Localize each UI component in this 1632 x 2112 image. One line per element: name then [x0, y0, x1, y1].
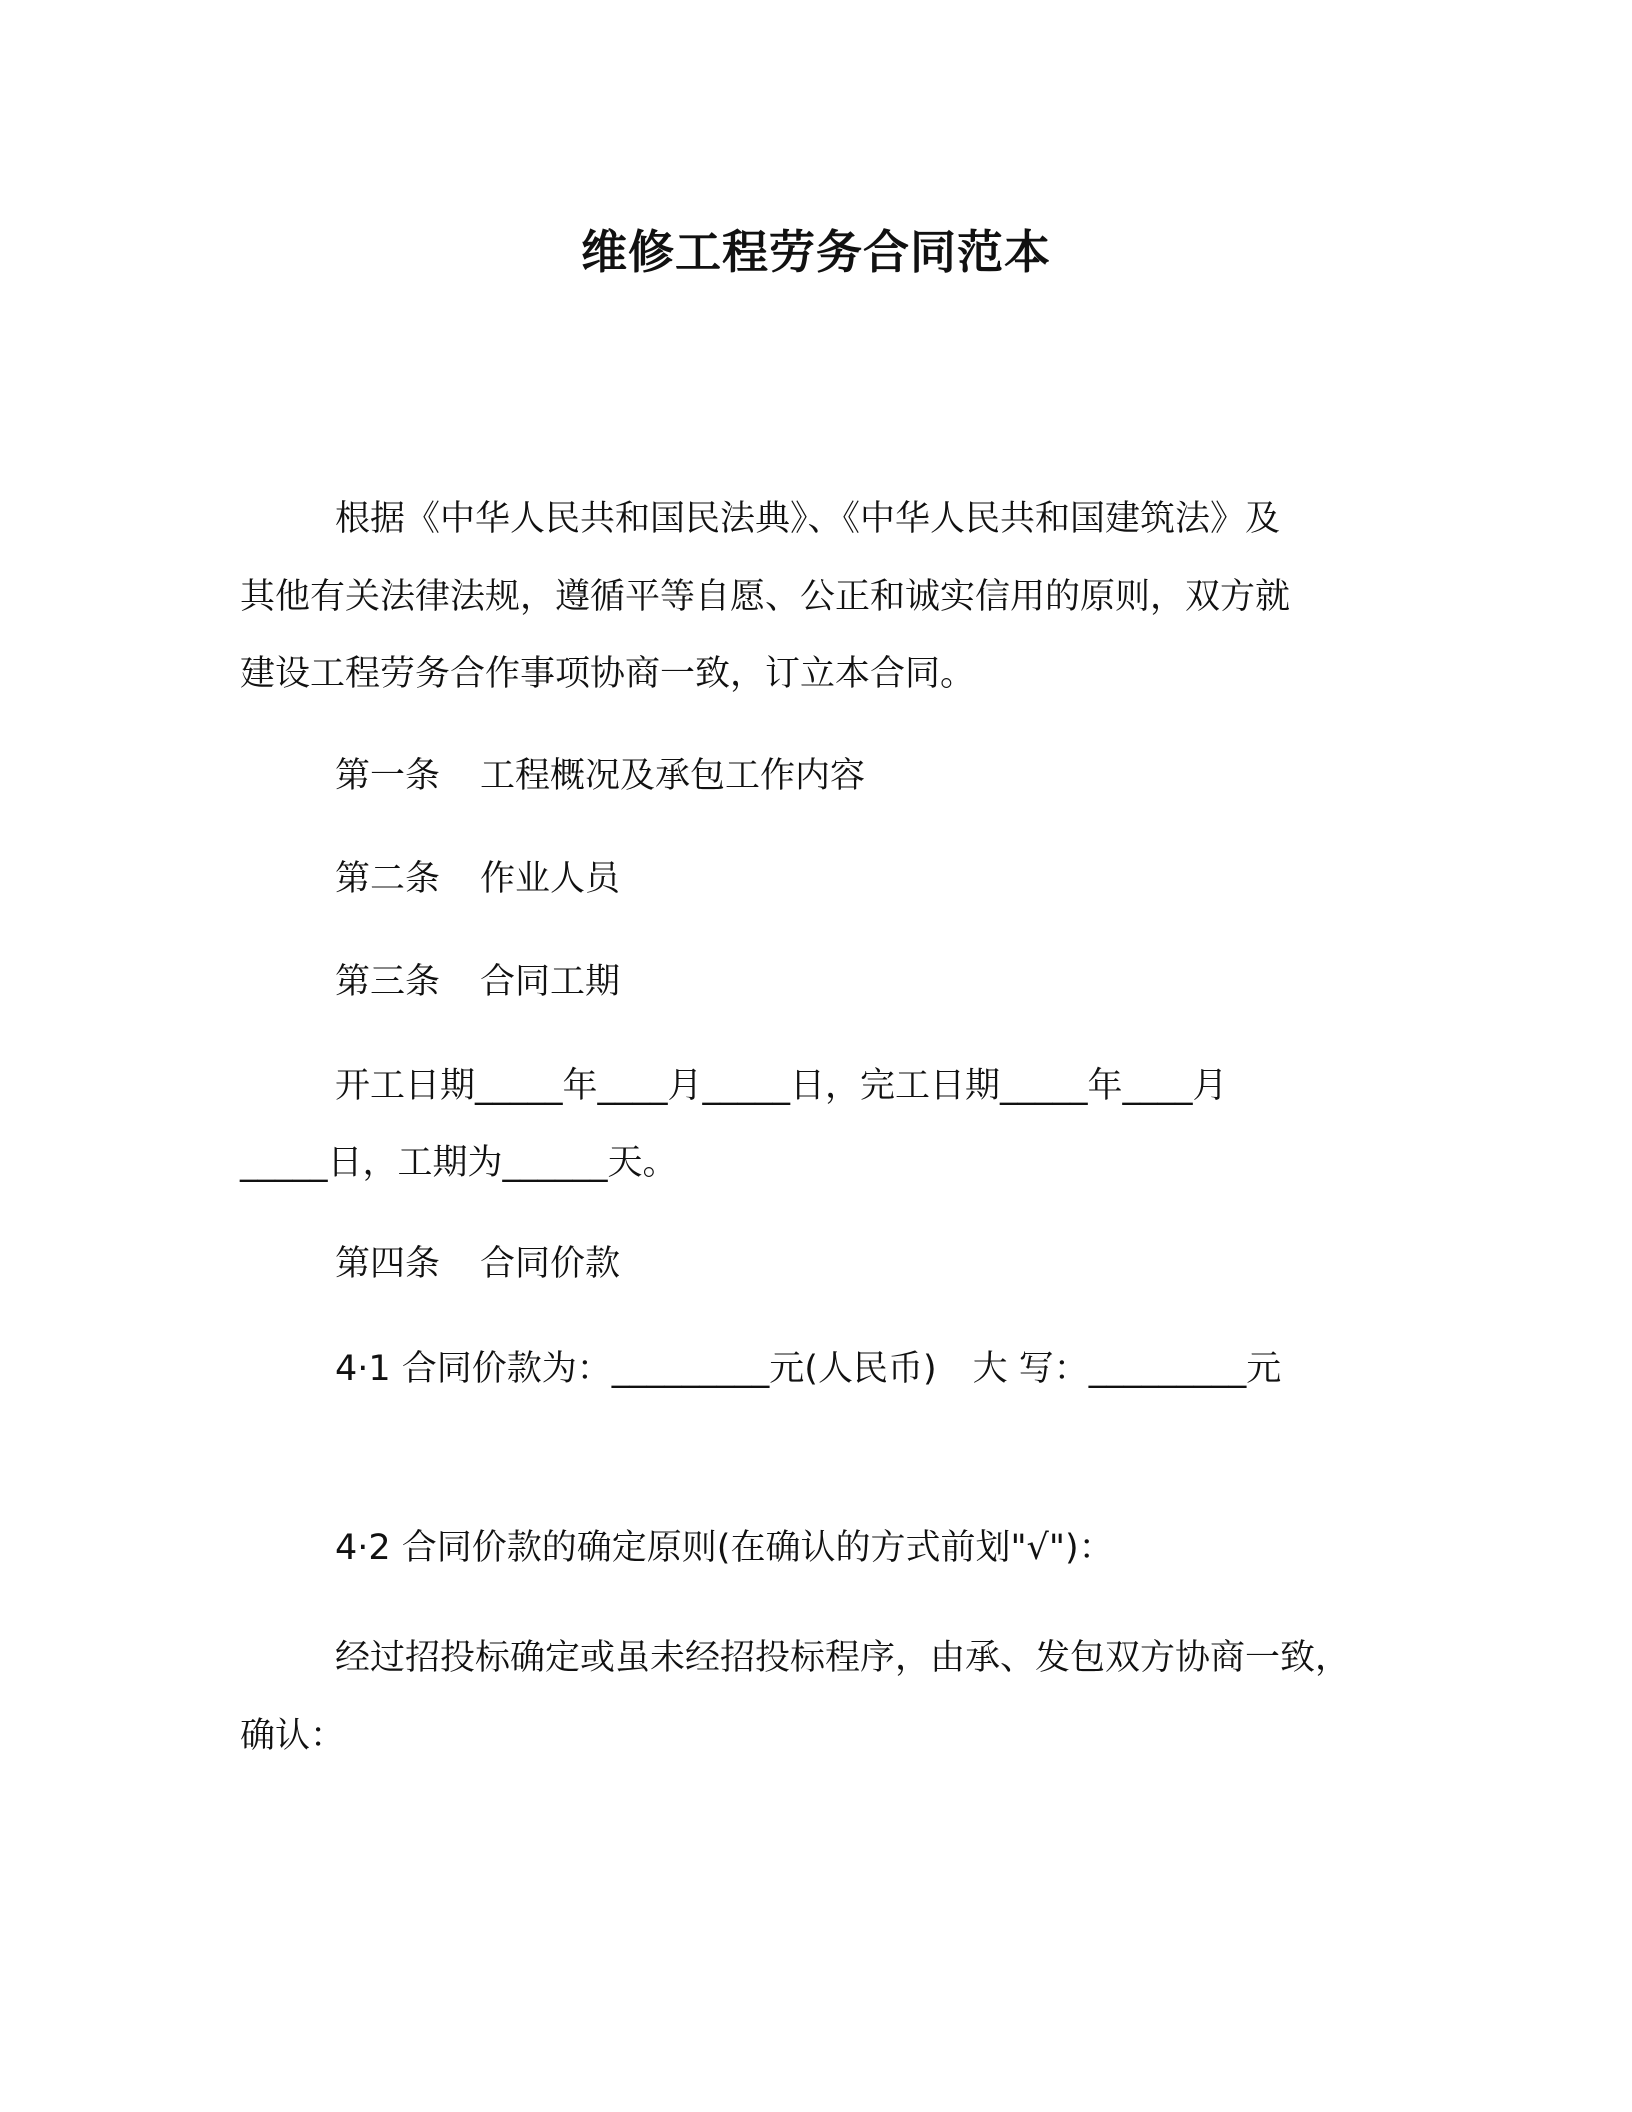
confirm-line-2: 确认：	[240, 1716, 346, 1756]
article-3-title: 合同工期	[480, 962, 621, 1002]
preamble-line-3: 建设工程劳务合作事项协商一致，订立本合同。	[240, 654, 976, 694]
article-1-number: 第一条	[335, 756, 441, 796]
confirm-line-1: 经过招投标确定或虽未经招投标程序，由承、发包双方协商一致，	[335, 1638, 1351, 1678]
article-3-heading	[335, 958, 620, 1006]
preamble-line-2: 其他有关法律法规，遵循平等自愿、公正和诚实信用的原则，双方就	[240, 577, 1291, 617]
schedule-line-2: _____日，工期为______天。	[240, 1143, 678, 1183]
article-2-heading	[335, 855, 620, 903]
preamble-line-1: 根据《中华人民共和国民法典》、《中华人民共和国建筑法》及	[335, 499, 1281, 539]
article-4-title: 合同价款	[480, 1244, 621, 1284]
clause-4-2: 4·2 合同价款的确定原则(在确认的方式前划"√")：	[335, 1528, 1114, 1568]
article-2-number: 第二条	[335, 859, 441, 899]
article-4-number: 第四条	[335, 1244, 441, 1284]
article-1-heading	[335, 752, 865, 800]
article-1-title: 工程概况及承包工作内容	[480, 756, 866, 796]
clause-4-1-capital: 大 写：_________元	[972, 1349, 1282, 1389]
clause-4-1	[335, 1345, 1281, 1393]
schedule-line-1: 开工日期_____年____月_____日，完工日期_____年____月	[335, 1066, 1228, 1106]
document-title: 维修工程劳务合同范本	[581, 225, 1051, 279]
article-2-title: 作业人员	[480, 859, 621, 899]
article-3-number: 第三条	[335, 962, 441, 1002]
article-4-heading	[335, 1240, 620, 1288]
clause-4-1-text: 4·1 合同价款为：_________元(人民币)	[335, 1349, 937, 1389]
